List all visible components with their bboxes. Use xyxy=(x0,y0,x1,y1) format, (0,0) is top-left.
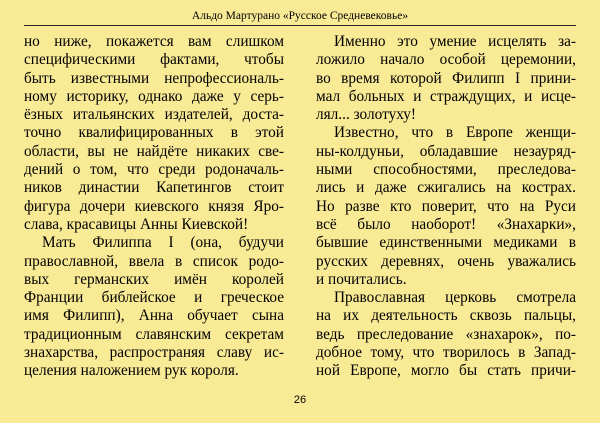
text-line: быть известными непрофессиональ- xyxy=(24,69,284,87)
text-line: ны-колдуньи, обладавшие незауряд- xyxy=(316,142,576,160)
text-line: ной Европе, могло бы стать причи- xyxy=(316,362,576,380)
text-line: Но разве кто поверит, что на Руси xyxy=(316,197,576,215)
text-line: Мать Филиппа I (она, будучи xyxy=(42,234,284,252)
text-line: целения наложением рук короля. xyxy=(24,362,239,380)
text-line: вых германских имён королей xyxy=(24,270,284,288)
text-line: добное тому, что творилось в Запад- xyxy=(316,344,576,362)
text-line: православной, ввела в список родо- xyxy=(24,252,284,270)
text-line: мал больных и страждущих, и исце- xyxy=(316,87,576,105)
right-column xyxy=(316,33,576,381)
text-line: Франции библейское и греческое xyxy=(24,289,284,307)
text-line: слава, красавицы Анны Киевской! xyxy=(24,215,249,233)
text-line: ными способностями, преследова- xyxy=(316,161,576,179)
text-line: имя Филипп), Анна обучает сына xyxy=(24,307,284,325)
text-line: точно квалифицированных в этой xyxy=(24,124,284,142)
text-line: во время которой Филипп I прини- xyxy=(316,69,576,87)
text-line: специфическими фактами, чтобы xyxy=(24,51,284,69)
running-header: Альдо Мартурано «Русское Средневековье» xyxy=(191,10,409,22)
text-line: знахарства, распространяя славу ис- xyxy=(24,344,284,362)
text-line: области, вы не найдёте никаких све- xyxy=(24,142,284,160)
text-line: ёзных итальянских издателей, доста- xyxy=(24,106,284,124)
text-line: на их деятельность сквозь пальцы, xyxy=(316,307,576,325)
text-line: русских деревнях, очень уважались xyxy=(316,252,576,270)
text-line: фигура дочери киевского князя Яро- xyxy=(24,197,284,215)
text-line: дений о том, что среди родоначаль- xyxy=(24,161,284,179)
text-line: Известно, что в Европе женщи- xyxy=(334,124,576,142)
text-line: всё было наоборот! «Знахарки», xyxy=(316,215,576,233)
page-number: 26 xyxy=(293,394,307,406)
text-line: но ниже, покажется вам слишком xyxy=(24,33,284,50)
text-line: лись и даже сжигались на кострах. xyxy=(316,179,576,197)
text-line: лял... золотуху! xyxy=(316,106,417,124)
text-line: ведь преследование «знахарок», по- xyxy=(316,325,576,343)
left-column xyxy=(24,33,284,381)
text-line: ному историку, однако даже у серь- xyxy=(24,87,284,105)
text-line: бывшие единственными медиками в xyxy=(316,234,576,252)
text-line: Именно это умение исцелять за- xyxy=(334,33,576,50)
text-line: Православная церковь смотрела xyxy=(334,289,576,307)
text-line: ников династии Капетингов стоит xyxy=(24,179,284,197)
text-line: традиционным славянским секретам xyxy=(24,325,284,343)
header-rule xyxy=(24,25,576,26)
text-line: и почитались. xyxy=(316,270,407,288)
text-line: ложило начало особой церемонии, xyxy=(316,51,576,69)
